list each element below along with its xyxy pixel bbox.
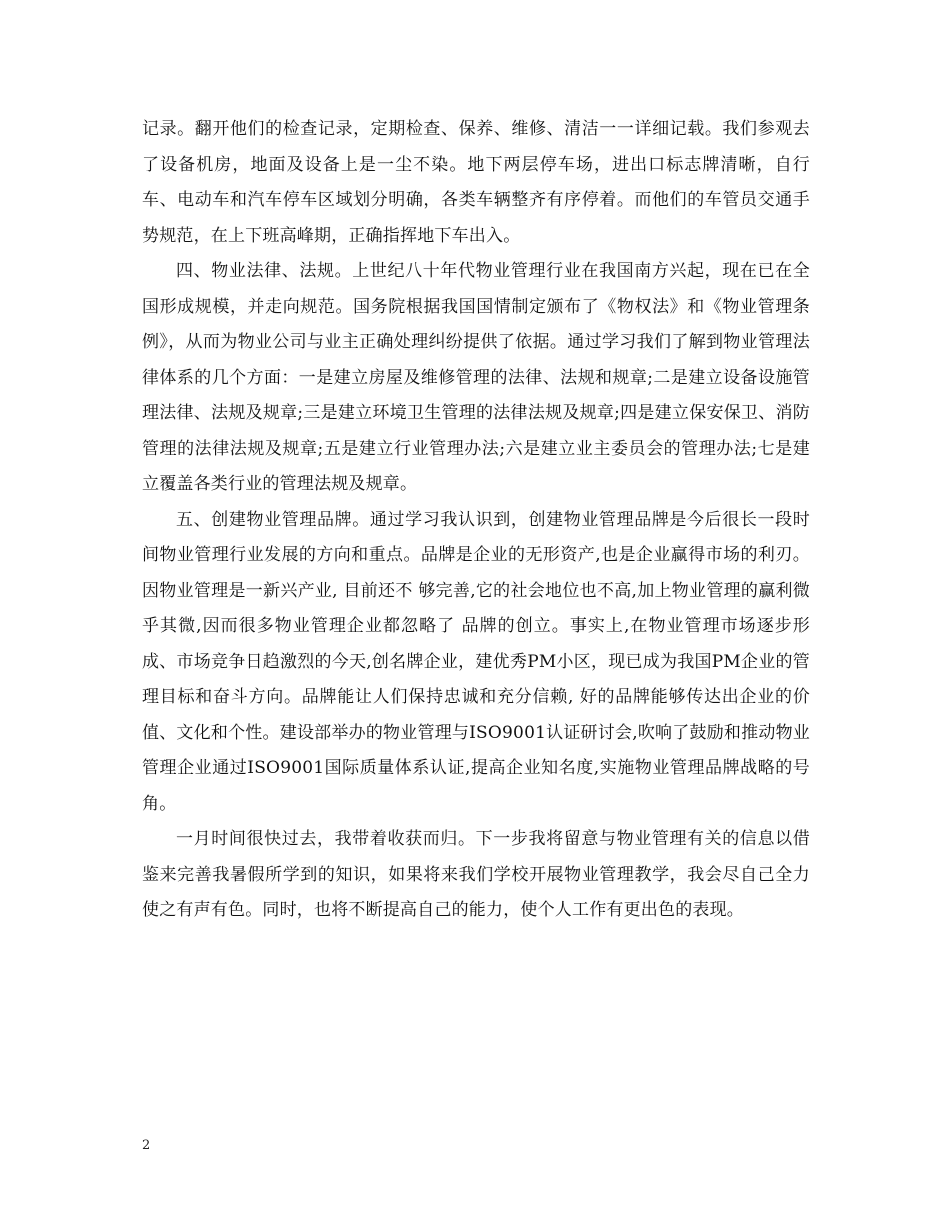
paragraph-brand-building: 五、创建物业管理品牌。通过学习我认识到，创建物业管理品牌是今后很长一段时间物业管理行业发展的方向和重点。品牌是企业的无形资产,也是企业赢得市场的利刃。因物业管理是一新兴产业, 目前还不 够完善,它的社会地位也不高,加上物业管理的赢利微乎其微,因而很多物业管理企业都忽略了 品牌的创立。事实上,在物业管理市场逐步形成、市场竞争日趋激烈的今天,创名牌企业，建优秀PM小区，现已成为我国PM企业的管理目标和奋斗方向。品牌能让人们保持忠诚和充分信赖, 好的品牌能够传达出企业的价值、文化和个性。建设部举办的物业管理与ISO9001认证研讨会,吹响了鼓励和推动物业管理企业通过ISO9001国际质量体系认证,提高企业知名度,实施物业管理品牌战略的号角。 <box>142 509 810 814</box>
document-body <box>142 112 810 929</box>
paragraph-parking-record: 记录。翻开他们的检查记录，定期检查、保养、维修、清洁一一详细记载。我们参观去了设备机房，地面及设备上是一尘不染。地下两层停车场，进出口标志牌清晰，自行车、电动车和汽车停车区域划分明确，各类车辆整齐有序停着。而他们的车管员交通手势规范，在上下班高峰期，正确指挥地下车出入。 <box>142 119 810 246</box>
paragraph-conclusion: 一月时间很快过去，我带着收获而归。下一步我将留意与物业管理有关的信息以借鉴来完善我暑假所学到的知识，如果将来我们学校开展物业管理教学，我会尽自己全力使之有声有色。同时，也将不断提高自己的能力，使个人工作有更出色的表现。 <box>142 829 810 920</box>
paragraph-property-law: 四、物业法律、法规。上世纪八十年代物业管理行业在我国南方兴起，现在已在全国形成规模，并走向规范。国务院根据我国国情制定颁布了《物权法》和《物业管理条例》，从而为物业公司与业主正确处理纠纷提供了依据。通过学习我们了解到物业管理法律体系的几个方面：一是建立房屋及维修管理的法律、法规和规章;二是建立设备设施管理法律、法规及规章;三是建立环境卫生管理的法律法规及规章;四是建立保安保卫、消防管理的法律法规及规章;五是建立行业管理办法;六是建立业主委员会的管理办法;七是建立覆盖各类行业的管理法规及规章。 <box>142 261 810 494</box>
page-number: 2 <box>142 1138 151 1153</box>
